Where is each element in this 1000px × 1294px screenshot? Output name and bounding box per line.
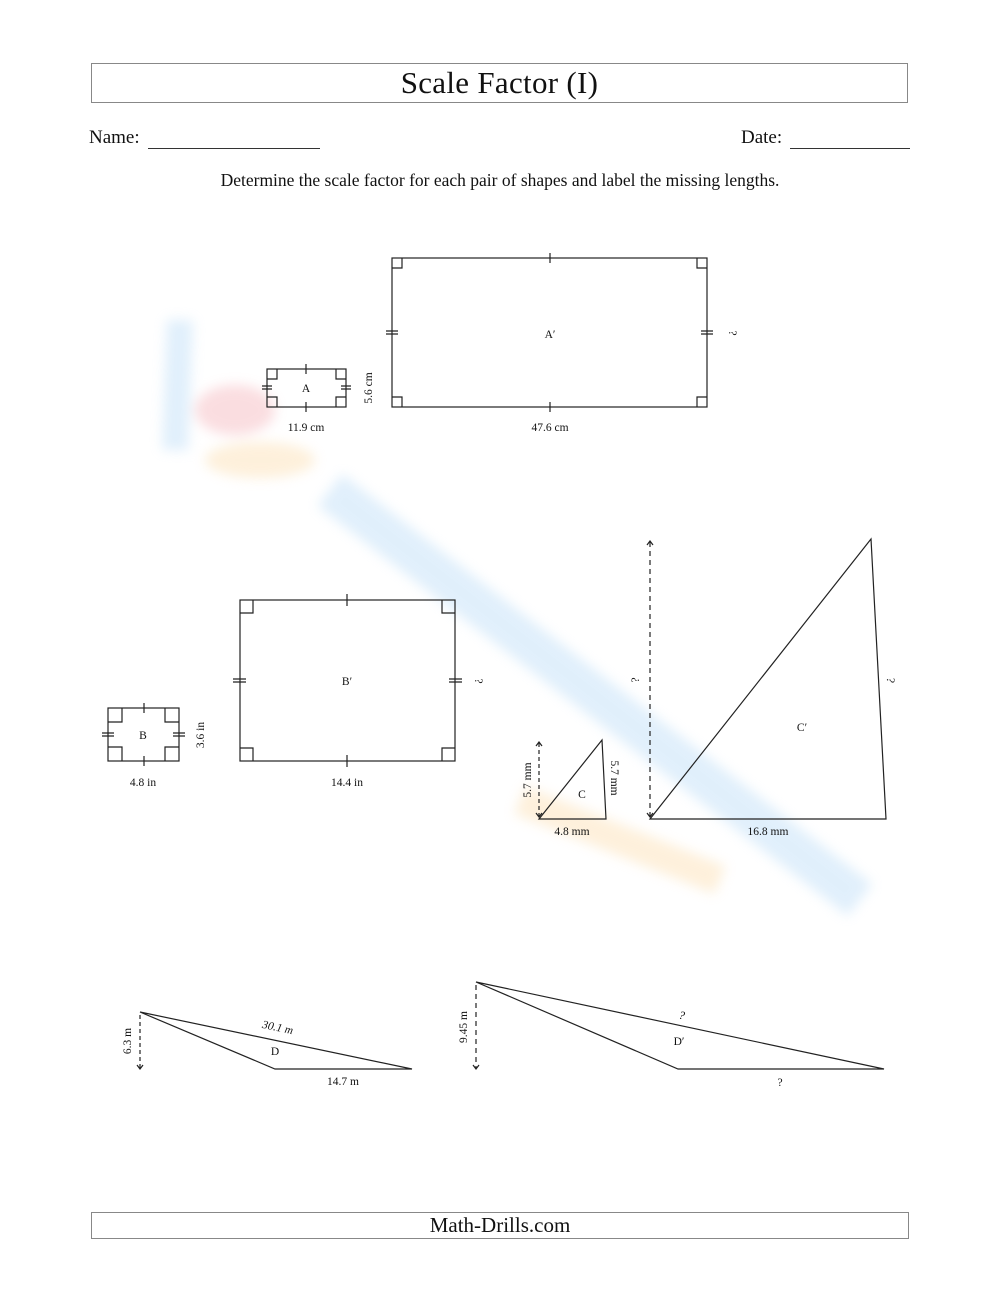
shape-c-label: C: [578, 789, 586, 801]
shape-c-prime-height: ?: [630, 677, 642, 683]
shape-a-label: A: [301, 383, 311, 395]
footer-text: Math-Drills.com: [429, 1213, 571, 1237]
shape-b-label: B: [139, 730, 147, 742]
shape-a-prime-label: A′: [544, 329, 556, 341]
shape-a-height: 5.6 cm: [363, 372, 375, 404]
footer-box: [91, 1212, 909, 1239]
shape-d-prime-base: ?: [777, 1077, 783, 1089]
shape-d-height: 6.3 m: [122, 1027, 134, 1055]
shape-d-base: 14.7 m: [327, 1076, 359, 1088]
date-label: Date:: [741, 127, 783, 148]
shape-c-prime-side: ?: [883, 677, 897, 684]
shape-b-width: 4.8 in: [129, 777, 157, 789]
shape-d-label: D: [270, 1046, 280, 1058]
page-title: Scale Factor (I): [400, 65, 599, 100]
shape-c-base: 4.8 mm: [554, 826, 590, 838]
shape-a-prime-height: ?: [726, 330, 738, 336]
shape-d-prime-long-side: ?: [677, 1009, 686, 1023]
instructions: Determine the scale factor for each pair of shapes and label the missing lengths.: [220, 170, 780, 190]
shape-c-prime-base: 16.8 mm: [747, 826, 789, 838]
shape-b-prime-width: 14.4 in: [331, 777, 363, 789]
shape-c-prime: [647, 539, 886, 819]
shape-c-side: 5.7 mm: [608, 760, 620, 796]
shape-d-prime: [473, 982, 884, 1069]
shape-b-prime-label: B′: [341, 676, 353, 688]
shape-d-prime-label: D′: [673, 1036, 685, 1048]
shape-b-height: 3.6 in: [195, 721, 207, 749]
shape-d-long-side: 30.1 m: [261, 1018, 295, 1038]
shape-a-width: 11.9 cm: [287, 422, 325, 434]
shape-c-height: 5.7 mm: [522, 762, 534, 798]
name-label: Name:: [89, 127, 140, 148]
shape-b-prime-height: ?: [472, 678, 484, 684]
shape-c-prime-label: C′: [796, 722, 808, 734]
shape-d-prime-height: 9.45 m: [458, 1011, 470, 1043]
shape-a-prime-width: 47.6 cm: [531, 422, 569, 434]
